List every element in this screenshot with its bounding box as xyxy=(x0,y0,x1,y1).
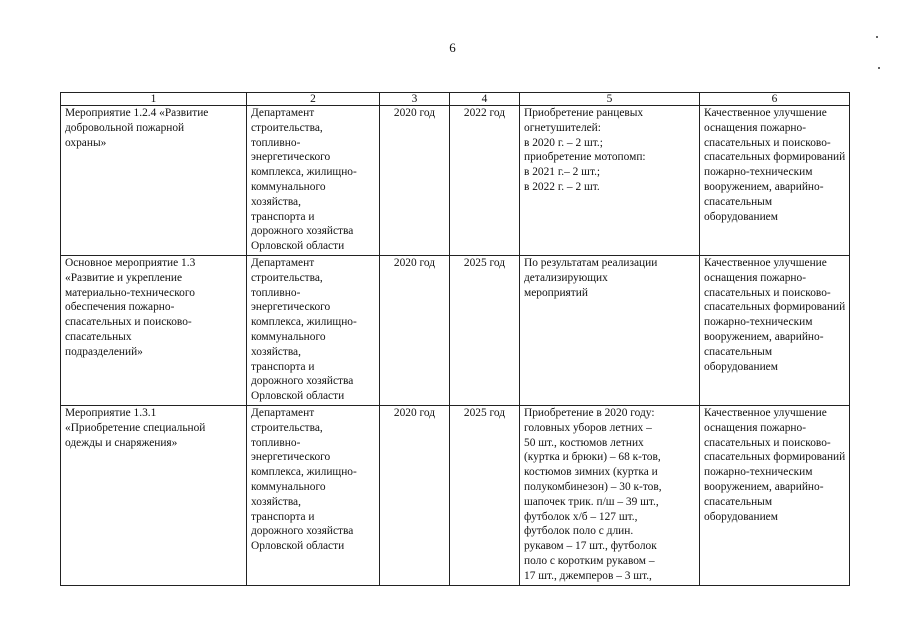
result-cell xyxy=(520,405,700,585)
cell-line: Департамент xyxy=(251,406,315,419)
cell-line: Орловской области xyxy=(251,540,345,553)
cell-line: пожарно-техническим xyxy=(704,466,813,479)
effect-cell xyxy=(700,106,850,256)
cell-line: спасательных формирований xyxy=(704,151,846,164)
cell-line: Департамент xyxy=(251,107,315,119)
cell-line: оборудованием xyxy=(704,210,778,223)
cell-line: материально-технического xyxy=(65,286,195,299)
cell-line: хозяйства, xyxy=(251,345,301,358)
result-cell xyxy=(520,106,700,256)
cell-line: огнетушителей: xyxy=(524,121,601,134)
cell-line: Качественное улучшение xyxy=(704,107,827,119)
cell-line: Приобретение ранцевых xyxy=(524,107,644,119)
end-year-cell: 2025 год xyxy=(450,255,520,405)
measure-cell xyxy=(61,405,247,585)
cell-line: Орловской области xyxy=(251,390,345,403)
executor-cell xyxy=(247,106,380,256)
cell-line: топливно- xyxy=(251,436,301,449)
cell-line: транспорта и xyxy=(251,210,315,223)
cell-line: спасательных и поисково- xyxy=(65,316,192,329)
cell-line: оснащения пожарно- xyxy=(704,421,807,434)
cell-line: оснащения пожарно- xyxy=(704,121,807,134)
cell-line: футболок поло с длин. xyxy=(524,525,634,538)
cell-line: вооружением, аварийно- xyxy=(704,330,824,343)
cell-line: коммунального xyxy=(251,180,326,193)
start-year-cell: 2020 год xyxy=(380,255,450,405)
executor-cell xyxy=(247,405,380,585)
cell-line: приобретение мотопомп: xyxy=(524,151,646,164)
cell-line: охраны» xyxy=(65,136,107,149)
cell-line: спасательных и поисково- xyxy=(704,436,831,449)
cell-line: топливно- xyxy=(251,136,301,149)
cell-line: пожарно-техническим xyxy=(704,166,813,179)
cell-line: вооружением, аварийно- xyxy=(704,180,824,193)
cell-line: Основное мероприятие 1.3 xyxy=(65,256,196,269)
cell-line: в 2020 г. – 2 шт.; xyxy=(524,136,603,149)
column-header: 1 xyxy=(61,93,247,106)
executor-cell xyxy=(247,255,380,405)
effect-cell xyxy=(700,255,850,405)
cell-line: комплекса, жилищно- xyxy=(251,316,357,329)
cell-line: шапочек трик. п/ш – 39 шт., xyxy=(524,495,659,508)
cell-line: дорожного хозяйства xyxy=(251,525,354,538)
cell-line: полукомбинезон) – 30 к-тов, xyxy=(524,480,662,493)
cell-line: хозяйства, xyxy=(251,195,301,208)
cell-line: одежды и снаряжения» xyxy=(65,436,178,449)
start-year-cell: 2020 год xyxy=(380,106,450,256)
cell-line: рукавом – 17 шт., футболок xyxy=(524,540,657,553)
cell-line: строительства, xyxy=(251,271,323,284)
measures-table xyxy=(60,92,850,586)
cell-line: комплекса, жилищно- xyxy=(251,466,357,479)
cell-line: Мероприятие 1.2.4 «Развитие xyxy=(65,107,209,119)
cell-line: спасательным xyxy=(704,495,773,508)
cell-line: Качественное улучшение xyxy=(704,406,827,419)
cell-line: обеспечения пожарно- xyxy=(65,301,175,314)
cell-line: топливно- xyxy=(251,286,301,299)
cell-line: Приобретение в 2020 году: xyxy=(524,406,655,419)
cell-line: спасательным xyxy=(704,195,773,208)
cell-line: транспорта и xyxy=(251,510,315,523)
cell-line: пожарно-техническим xyxy=(704,316,813,329)
cell-line: спасательных xyxy=(65,330,132,343)
measure-cell xyxy=(61,255,247,405)
end-year-cell: 2022 год xyxy=(450,106,520,256)
cell-line: вооружением, аварийно- xyxy=(704,480,824,493)
cell-line: поло с коротким рукавом – xyxy=(524,554,655,567)
cell-line: в 2021 г.– 2 шт.; xyxy=(524,166,601,179)
cell-line: Департамент xyxy=(251,256,315,269)
cell-line: (куртка и брюки) – 68 к-тов, xyxy=(524,451,661,464)
cell-line: головных уборов летних – xyxy=(524,421,652,434)
cell-line: «Приобретение специальной xyxy=(65,421,206,434)
cell-line: добровольной пожарной xyxy=(65,121,185,134)
scan-speck xyxy=(878,67,880,69)
cell-line: футболок х/б – 127 шт., xyxy=(524,510,638,523)
cell-line: дорожного хозяйства xyxy=(251,225,354,238)
cell-line: подразделений» xyxy=(65,345,143,358)
cell-line: строительства, xyxy=(251,121,323,134)
cell-line: мероприятий xyxy=(524,286,588,299)
cell-line: детализирующих xyxy=(524,271,608,284)
result-cell xyxy=(520,255,700,405)
cell-line: спасательных и поисково- xyxy=(704,136,831,149)
cell-line: строительства, xyxy=(251,421,323,434)
cell-line: энергетического xyxy=(251,301,331,314)
cell-line: спасательных формирований xyxy=(704,301,846,314)
scan-speck xyxy=(876,36,878,38)
cell-line: транспорта и xyxy=(251,360,315,373)
cell-line: дорожного хозяйства xyxy=(251,375,354,388)
table-row xyxy=(61,405,850,585)
column-header: 5 xyxy=(520,93,700,106)
column-header: 6 xyxy=(700,93,850,106)
cell-line: костюмов зимних (куртка и xyxy=(524,466,658,479)
cell-line: оснащения пожарно- xyxy=(704,271,807,284)
cell-line: энергетического xyxy=(251,451,331,464)
cell-line: в 2022 г. – 2 шт. xyxy=(524,180,600,193)
effect-cell xyxy=(700,405,850,585)
cell-line: хозяйства, xyxy=(251,495,301,508)
column-header: 3 xyxy=(380,93,450,106)
measure-cell xyxy=(61,106,247,256)
cell-line: 17 шт., джемперов – 3 шт., xyxy=(524,569,652,582)
cell-line: оборудованием xyxy=(704,510,778,523)
cell-line: коммунального xyxy=(251,330,326,343)
cell-line: Качественное улучшение xyxy=(704,256,827,269)
cell-line: комплекса, жилищно- xyxy=(251,166,357,179)
start-year-cell: 2020 год xyxy=(380,405,450,585)
cell-line: оборудованием xyxy=(704,360,778,373)
column-header: 2 xyxy=(247,93,380,106)
cell-line: энергетического xyxy=(251,151,331,164)
table-row xyxy=(61,255,850,405)
cell-line: Мероприятие 1.3.1 xyxy=(65,406,157,419)
cell-line: 50 шт., костюмов летних xyxy=(524,436,644,449)
cell-line: спасательным xyxy=(704,345,773,358)
column-header: 4 xyxy=(450,93,520,106)
end-year-cell: 2025 год xyxy=(450,405,520,585)
table-row xyxy=(61,106,850,256)
cell-line: Орловской области xyxy=(251,240,345,253)
page-number: 6 xyxy=(449,40,456,55)
cell-line: спасательных и поисково- xyxy=(704,286,831,299)
cell-line: По результатам реализации xyxy=(524,256,658,269)
cell-line: коммунального xyxy=(251,480,326,493)
cell-line: «Развитие и укрепление xyxy=(65,271,183,284)
cell-line: спасательных формирований xyxy=(704,451,846,464)
header-row xyxy=(61,93,850,106)
